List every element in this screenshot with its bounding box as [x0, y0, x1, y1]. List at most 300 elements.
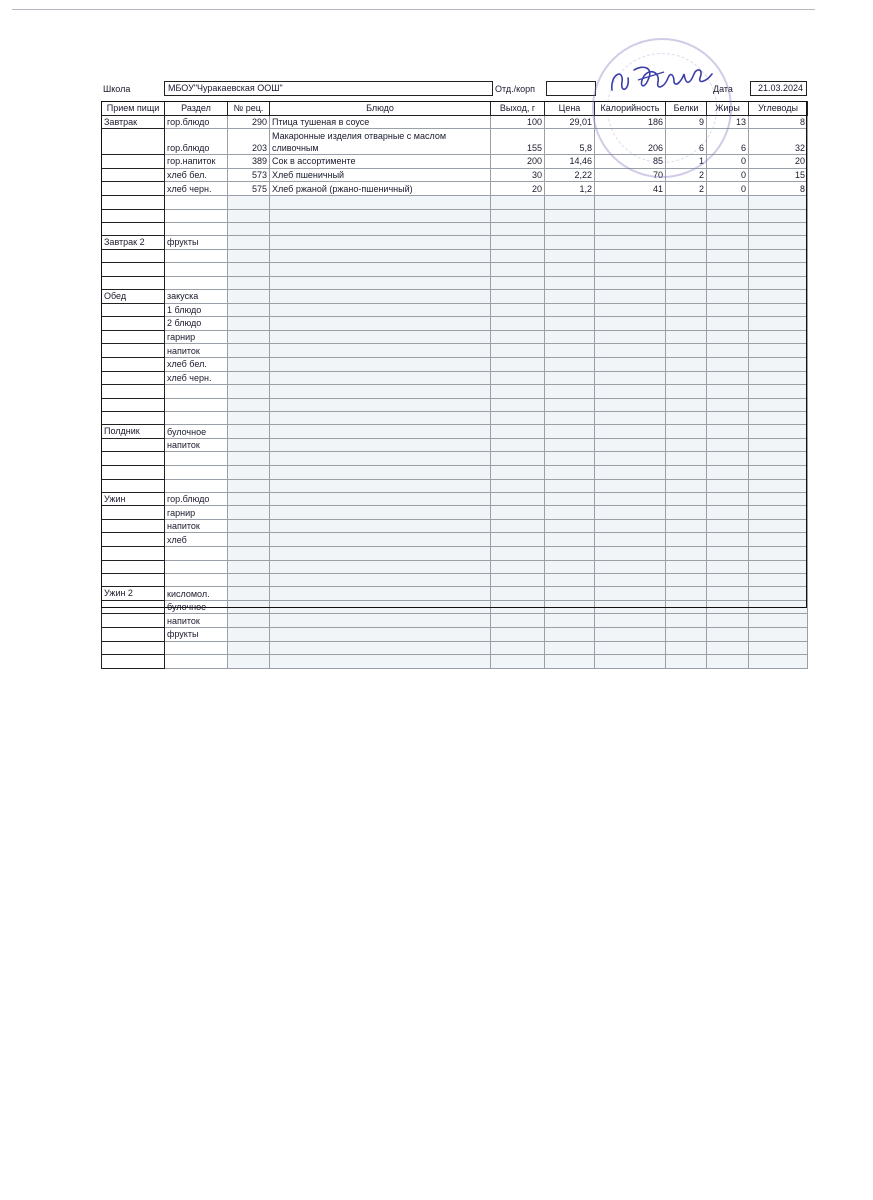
col-header-meal: Прием пищи — [102, 102, 165, 116]
dish-cell — [270, 223, 491, 236]
output-cell — [491, 330, 545, 344]
signature — [604, 60, 716, 102]
kcal-cell: 70 — [595, 168, 666, 182]
section-cell — [165, 385, 228, 399]
recipe-cell: 573 — [228, 168, 270, 182]
recipe-cell — [228, 560, 270, 574]
recipe-cell — [228, 466, 270, 480]
protein-cell — [666, 560, 707, 574]
meal-cell — [102, 344, 165, 358]
meal-cell — [102, 155, 165, 169]
fat-cell — [707, 317, 749, 331]
kcal-cell — [595, 466, 666, 480]
carbs-cell — [749, 236, 808, 250]
meal-cell — [102, 533, 165, 547]
output-cell — [491, 276, 545, 289]
section-cell: напиток — [165, 614, 228, 628]
col-header-section: Раздел — [165, 102, 228, 116]
kcal-cell — [595, 249, 666, 263]
section-cell — [165, 263, 228, 277]
carbs-cell — [749, 519, 808, 533]
recipe-cell — [228, 249, 270, 263]
fat-cell — [707, 223, 749, 236]
section-cell: фрукты — [165, 236, 228, 250]
dish-cell — [270, 249, 491, 263]
kcal-cell — [595, 330, 666, 344]
dish-cell — [270, 492, 491, 506]
price-cell — [545, 479, 595, 492]
recipe-cell — [228, 236, 270, 250]
fat-cell — [707, 412, 749, 425]
dish-cell — [270, 371, 491, 385]
protein-cell — [666, 385, 707, 399]
price-cell — [545, 303, 595, 317]
protein-cell — [666, 289, 707, 303]
table-row — [102, 209, 808, 223]
kcal-cell — [595, 600, 666, 614]
recipe-cell — [228, 223, 270, 236]
carbs-cell — [749, 209, 808, 223]
protein-cell — [666, 614, 707, 628]
dish-cell — [270, 317, 491, 331]
section-cell: гор.блюдо — [165, 115, 228, 129]
output-cell — [491, 249, 545, 263]
recipe-cell — [228, 412, 270, 425]
recipe-cell — [228, 263, 270, 277]
protein-cell — [666, 600, 707, 614]
recipe-cell — [228, 195, 270, 209]
meal-cell — [102, 438, 165, 452]
kcal-cell — [595, 574, 666, 587]
meal-cell — [102, 466, 165, 480]
kcal-cell — [595, 412, 666, 425]
carbs-cell — [749, 412, 808, 425]
table-row — [102, 655, 808, 669]
output-cell — [491, 425, 545, 439]
dish-cell — [270, 398, 491, 412]
carbs-cell — [749, 425, 808, 439]
table-row — [102, 330, 808, 344]
kcal-cell — [595, 385, 666, 399]
price-cell — [545, 655, 595, 669]
carbs-cell — [749, 492, 808, 506]
output-cell: 30 — [491, 168, 545, 182]
output-cell — [491, 289, 545, 303]
price-cell — [545, 223, 595, 236]
output-cell — [491, 506, 545, 520]
table-row — [102, 276, 808, 289]
fat-cell — [707, 519, 749, 533]
kcal-cell — [595, 209, 666, 223]
table-row — [102, 519, 808, 533]
carbs-cell — [749, 466, 808, 480]
section-cell: хлеб черн. — [165, 182, 228, 196]
kcal-cell: 186 — [595, 115, 666, 129]
price-cell — [545, 574, 595, 587]
protein-cell: 9 — [666, 115, 707, 129]
section-cell: фрукты — [165, 628, 228, 642]
table-row — [102, 452, 808, 466]
protein-cell — [666, 628, 707, 642]
table-row — [102, 547, 808, 561]
kcal-cell — [595, 236, 666, 250]
fat-cell — [707, 425, 749, 439]
output-cell — [491, 371, 545, 385]
kcal-cell: 41 — [595, 182, 666, 196]
kcal-cell — [595, 479, 666, 492]
table-row — [102, 412, 808, 425]
carbs-cell — [749, 628, 808, 642]
kcal-cell — [595, 655, 666, 669]
table-row — [102, 425, 808, 439]
recipe-cell — [228, 438, 270, 452]
recipe-cell — [228, 628, 270, 642]
fat-cell — [707, 398, 749, 412]
menu-table — [101, 101, 808, 669]
section-cell: гор.напиток — [165, 155, 228, 169]
col-header-carbs: Углеводы — [749, 102, 808, 116]
section-cell: гарнир — [165, 506, 228, 520]
kcal-cell — [595, 357, 666, 371]
meal-cell — [102, 628, 165, 642]
price-cell — [545, 533, 595, 547]
section-cell: гор.блюдо — [165, 129, 228, 155]
protein-cell — [666, 533, 707, 547]
meal-cell — [102, 398, 165, 412]
fat-cell — [707, 357, 749, 371]
output-cell: 200 — [491, 155, 545, 169]
meal-cell — [102, 223, 165, 236]
meal-cell — [102, 412, 165, 425]
dept-field — [546, 81, 596, 96]
price-cell — [545, 600, 595, 614]
carbs-cell — [749, 600, 808, 614]
output-cell: 155 — [491, 129, 545, 155]
school-field: МБОУ"Чуракаевская ООШ" — [164, 81, 493, 96]
recipe-cell — [228, 452, 270, 466]
section-cell — [165, 641, 228, 655]
dish-cell — [270, 303, 491, 317]
meal-cell — [102, 655, 165, 669]
kcal-cell — [595, 438, 666, 452]
table-row — [102, 438, 808, 452]
dish-cell — [270, 344, 491, 358]
recipe-cell: 575 — [228, 182, 270, 196]
section-cell — [165, 398, 228, 412]
carbs-cell — [749, 303, 808, 317]
price-cell — [545, 492, 595, 506]
recipe-cell — [228, 614, 270, 628]
section-cell: напиток — [165, 519, 228, 533]
table-row — [102, 574, 808, 587]
protein-cell: 6 — [666, 129, 707, 155]
fat-cell — [707, 344, 749, 358]
meal-cell — [102, 479, 165, 492]
section-cell — [165, 276, 228, 289]
dish-cell: Макаронные изделия отварные с маслом сливочным — [270, 129, 491, 155]
section-cell — [165, 479, 228, 492]
output-cell — [491, 533, 545, 547]
output-cell — [491, 317, 545, 331]
output-cell — [491, 236, 545, 250]
price-cell — [545, 249, 595, 263]
output-cell — [491, 263, 545, 277]
section-cell — [165, 655, 228, 669]
price-cell — [545, 587, 595, 601]
section-cell: напиток — [165, 344, 228, 358]
output-cell — [491, 519, 545, 533]
section-cell: кисломол. — [165, 587, 228, 601]
dish-cell — [270, 655, 491, 669]
price-cell — [545, 371, 595, 385]
price-cell — [545, 466, 595, 480]
dish-cell — [270, 452, 491, 466]
fat-cell — [707, 587, 749, 601]
price-cell — [545, 276, 595, 289]
protein-cell — [666, 317, 707, 331]
carbs-cell — [749, 317, 808, 331]
price-cell: 14,46 — [545, 155, 595, 169]
output-cell — [491, 195, 545, 209]
kcal-cell — [595, 628, 666, 642]
carbs-cell — [749, 479, 808, 492]
carbs-cell — [749, 357, 808, 371]
protein-cell — [666, 398, 707, 412]
section-cell: хлеб — [165, 533, 228, 547]
protein-cell — [666, 574, 707, 587]
carbs-cell — [749, 438, 808, 452]
protein-cell — [666, 479, 707, 492]
menu-table-body — [102, 115, 808, 668]
table-row — [102, 628, 808, 642]
dish-cell — [270, 600, 491, 614]
protein-cell — [666, 452, 707, 466]
section-cell — [165, 574, 228, 587]
fat-cell — [707, 195, 749, 209]
carbs-cell — [749, 330, 808, 344]
protein-cell — [666, 344, 707, 358]
table-row — [102, 533, 808, 547]
section-cell: булочное — [165, 425, 228, 439]
recipe-cell: 203 — [228, 129, 270, 155]
kcal-cell — [595, 289, 666, 303]
carbs-cell: 20 — [749, 155, 808, 169]
col-header-dish: Блюдо — [270, 102, 491, 116]
carbs-cell: 8 — [749, 115, 808, 129]
meal-cell — [102, 317, 165, 331]
fat-cell — [707, 641, 749, 655]
recipe-cell — [228, 506, 270, 520]
recipe-cell — [228, 289, 270, 303]
section-cell — [165, 209, 228, 223]
fat-cell — [707, 438, 749, 452]
table-row — [102, 398, 808, 412]
table-row — [102, 385, 808, 399]
output-cell — [491, 628, 545, 642]
carbs-cell — [749, 547, 808, 561]
meal-cell — [102, 182, 165, 196]
meal-cell — [102, 641, 165, 655]
dept-label: Отд./корп — [495, 84, 535, 94]
carbs-cell — [749, 398, 808, 412]
recipe-cell — [228, 533, 270, 547]
recipe-cell — [228, 398, 270, 412]
output-cell — [491, 303, 545, 317]
kcal-cell — [595, 398, 666, 412]
dish-cell — [270, 236, 491, 250]
recipe-cell — [228, 303, 270, 317]
fat-cell: 0 — [707, 168, 749, 182]
protein-cell — [666, 263, 707, 277]
recipe-cell — [228, 479, 270, 492]
section-cell — [165, 249, 228, 263]
section-cell: напиток — [165, 438, 228, 452]
protein-cell — [666, 641, 707, 655]
dish-cell: Хлеб пшеничный — [270, 168, 491, 182]
kcal-cell — [595, 276, 666, 289]
output-cell — [491, 412, 545, 425]
fat-cell — [707, 371, 749, 385]
section-cell: хлеб бел. — [165, 168, 228, 182]
recipe-cell — [228, 385, 270, 399]
dish-cell — [270, 357, 491, 371]
output-cell — [491, 587, 545, 601]
price-cell — [545, 438, 595, 452]
table-row — [102, 506, 808, 520]
dish-cell — [270, 412, 491, 425]
carbs-cell — [749, 614, 808, 628]
price-cell — [545, 641, 595, 655]
protein-cell — [666, 466, 707, 480]
kcal-cell — [595, 492, 666, 506]
dish-cell — [270, 195, 491, 209]
protein-cell — [666, 412, 707, 425]
dish-cell — [270, 547, 491, 561]
protein-cell — [666, 519, 707, 533]
carbs-cell — [749, 263, 808, 277]
col-header-output: Выход, г — [491, 102, 545, 116]
meal-cell: Завтрак 2 — [102, 236, 165, 250]
price-cell — [545, 330, 595, 344]
output-cell — [491, 452, 545, 466]
kcal-cell — [595, 263, 666, 277]
dish-cell — [270, 209, 491, 223]
table-row — [102, 600, 808, 614]
recipe-cell — [228, 330, 270, 344]
dish-cell: Птица тушеная в соусе — [270, 115, 491, 129]
col-header-kcal: Калорийность — [595, 102, 666, 116]
kcal-cell — [595, 425, 666, 439]
dish-cell — [270, 614, 491, 628]
fat-cell — [707, 289, 749, 303]
output-cell — [491, 398, 545, 412]
fat-cell — [707, 330, 749, 344]
price-cell — [545, 547, 595, 561]
protein-cell — [666, 276, 707, 289]
kcal-cell: 85 — [595, 155, 666, 169]
kcal-cell — [595, 317, 666, 331]
fat-cell — [707, 276, 749, 289]
section-cell — [165, 195, 228, 209]
col-header-protein: Белки — [666, 102, 707, 116]
meal-cell — [102, 506, 165, 520]
meal-cell — [102, 209, 165, 223]
kcal-cell — [595, 371, 666, 385]
dish-cell — [270, 560, 491, 574]
dish-cell — [270, 519, 491, 533]
fat-cell — [707, 466, 749, 480]
carbs-cell — [749, 506, 808, 520]
table-row — [102, 236, 808, 250]
section-cell: закуска — [165, 289, 228, 303]
school-label: Школа — [103, 84, 131, 94]
price-cell: 29,01 — [545, 115, 595, 129]
carbs-cell — [749, 641, 808, 655]
output-cell — [491, 438, 545, 452]
carbs-cell: 8 — [749, 182, 808, 196]
dish-cell — [270, 628, 491, 642]
section-cell: хлеб черн. — [165, 371, 228, 385]
kcal-cell: 206 — [595, 129, 666, 155]
fat-cell — [707, 614, 749, 628]
carbs-cell — [749, 276, 808, 289]
protein-cell — [666, 547, 707, 561]
price-cell — [545, 560, 595, 574]
meal-cell — [102, 129, 165, 155]
col-header-fat: Жиры — [707, 102, 749, 116]
output-cell — [491, 357, 545, 371]
fat-cell: 0 — [707, 182, 749, 196]
carbs-cell — [749, 574, 808, 587]
recipe-cell — [228, 587, 270, 601]
section-cell: 2 блюдо — [165, 317, 228, 331]
dish-cell — [270, 533, 491, 547]
price-cell — [545, 289, 595, 303]
price-cell — [545, 519, 595, 533]
price-cell — [545, 425, 595, 439]
recipe-cell — [228, 425, 270, 439]
kcal-cell — [595, 533, 666, 547]
dish-cell: Сок в ассортименте — [270, 155, 491, 169]
carbs-cell — [749, 560, 808, 574]
recipe-cell — [228, 641, 270, 655]
price-cell: 1,2 — [545, 182, 595, 196]
price-cell — [545, 614, 595, 628]
meal-cell — [102, 330, 165, 344]
fat-cell — [707, 533, 749, 547]
price-cell — [545, 263, 595, 277]
protein-cell — [666, 236, 707, 250]
output-cell — [491, 614, 545, 628]
kcal-cell — [595, 303, 666, 317]
table-row — [102, 168, 808, 182]
carbs-cell — [749, 587, 808, 601]
dish-cell — [270, 276, 491, 289]
protein-cell — [666, 330, 707, 344]
table-row — [102, 317, 808, 331]
meal-cell — [102, 519, 165, 533]
section-cell — [165, 547, 228, 561]
price-cell — [545, 236, 595, 250]
dish-cell — [270, 385, 491, 399]
col-header-recipe: № рец. — [228, 102, 270, 116]
dish-cell — [270, 641, 491, 655]
recipe-cell — [228, 600, 270, 614]
meal-cell — [102, 600, 165, 614]
protein-cell — [666, 249, 707, 263]
table-row — [102, 195, 808, 209]
fat-cell — [707, 249, 749, 263]
